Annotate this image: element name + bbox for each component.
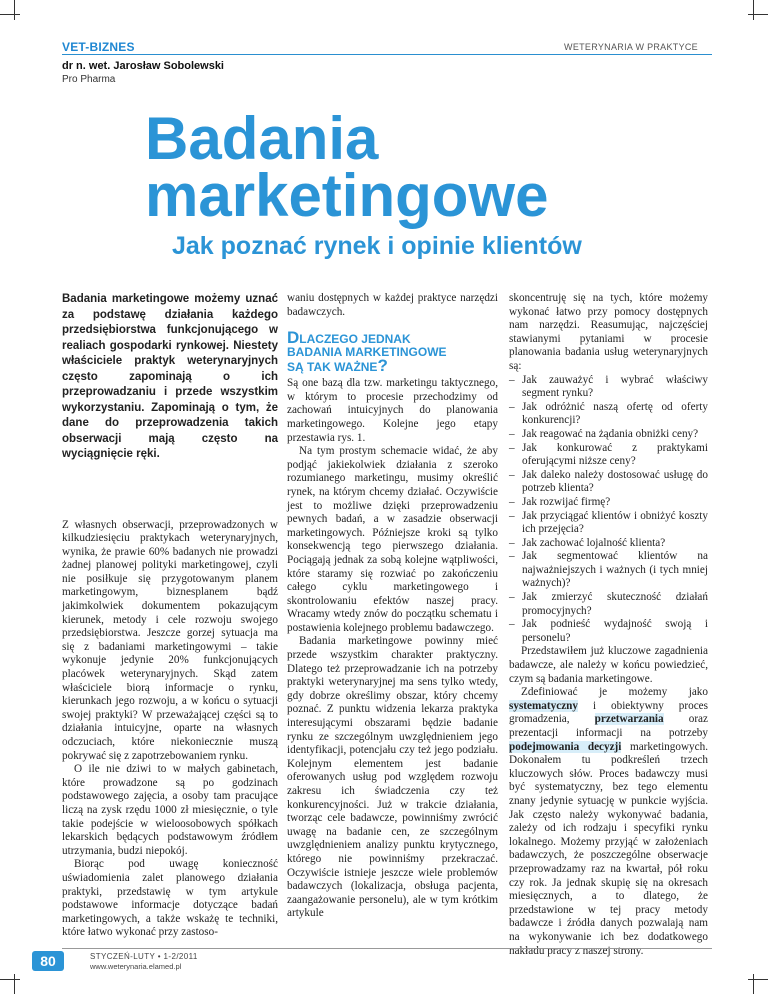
heading-text: LACZEGO JEDNAK	[299, 332, 411, 347]
crop-mark	[0, 979, 20, 980]
body-paragraph: O ile nie dziwi to w małych gabinetach, które prowadzone są po godzinach podstawowego zajęcia, a osoby tam pracujące liczą na zysk rzędu 1000 zł miesięcznie, o tyle takie podejście w wieloosobowych spółkach lekarskich będących podstawowym źródłem utrzymania, budzi niepokój.	[62, 763, 278, 857]
body-paragraph: Są one bazą dla tzw. marketingu taktycznego, w którym to procesie przechodzimy od zachowań intuicyjnych do planowania marketingowego. Kolejne jego etapy przestawia rys. 1.	[287, 377, 498, 444]
article-title	[145, 105, 549, 229]
body-paragraph: Badania marketingowe powinny mieć przede wszystkim charakter praktyczny. Dlatego też przeprowadzanie ich na potrzeby praktyki weterynaryjnej ma sens tylko wtedy, gdy dobrze określimy obszar, który chcemy poznać. Z punktu widzenia lekarza praktyka interesującymi obszarami będzie badanie rynku ze szczególnym uwzględnieniem jego identyfikacji, potencjału czy też jego podziału. Kolejnym elementem jest badanie oferowanych usług pod względem rozwoju zakresu ich świadczenia czy też konkurencyjności. Już w trakcie działania, tworząc cele badawcze, powinniśmy zwrócić uwagę na badanie cen, ze szczególnym uwzględnieniem analizy punktu krytycznego, którego nie powinniśmy przekraczać. Oczywiście istnieje jeszcze wiele problemów badawczych (lokalizacja, obsługa pacjenta, zaangażowanie personelu), ale w tym krótkim artykule	[287, 635, 498, 920]
list-item: – Jak podnieść wydajność swoją i personelu?	[509, 618, 708, 644]
body-paragraph: Przedstawiłem już kluczowe zagadnienia badawcze, ale należy w końcu powiedzieć, czym są badania marketingowe.	[509, 645, 708, 685]
crop-mark	[753, 0, 754, 20]
body-paragraph: Zdefiniować je możemy jako systematyczny i obiektywny proces gromadzenia, przetwarzania oraz prezentacji informacji na potrzeby podejmowania decyzji marketingowych. Dokonałem tu podkreśleń trzech kluczowych słów. Proces badawczy musi być systematyczny, bez tego elementu znany jedynie sytuację w punkcie wyjścia. Jak często należy wykonywać badania, zależy od ich rodzaju i specyfiki rynku lokalnego. Możemy przyjąć w założeniach badawczych, że poszczególne obserwacje przeprowadzamy raz na kwartał, pół roku czy rok. Ja jednak skupię się na okresach miesięcznych, a to dlatego, że przedstawione w tej pracy metody badawcze i źródła danych pozwalają nam na wykonywanie ich bez dodatkowego nakładu pracy z naszej strony.	[509, 686, 708, 957]
article-subtitle: Jak poznać rynek i opinie klientów	[172, 232, 582, 260]
list-item: – Jak zmierzyć skuteczność działań promocyjnych?	[509, 591, 708, 617]
column-2	[287, 292, 498, 921]
lead-paragraph: Badania marketingowe możemy uznać za podstawę działania każdego przedsiębiorstwa funkcjonującego w realiach gospodarki rynkowej. Niestety właściciele praktyk weterynaryjnych często zapominają o ich przeprowadzaniu i przede wszystkim wykorzystaniu. Zapominają o tym, że dane do przeprowadzenia takich obserwacji mają często na wyciągnięcie ręki.	[62, 293, 278, 460]
body-paragraph: Na tym prostym schemacie widać, że aby podjąć jakiekolwiek działania z szeroko rozumianego marketingu, musimy określić rynek, na którym chcemy działać. Oczywiście jest to możliwe dzięki przeprowadzeniu pewnych badań, a w zasadzie obserwacji marketingowych. Późniejsze kroki są tylko konsekwencją tego pierwszego działania. Pociągają jednak za sobą kolejne wątpliwości, które staramy się rozwiać po zakończeniu całego cyklu marketingowego i skontrolowaniu efektów naszej pracy. Wracamy wtedy znów do początku schematu i postawienia kolejnego problemu badawczego.	[287, 445, 498, 634]
title-line-1: Badania	[145, 105, 379, 172]
list-item: – Jak reagować na żądania obniżki ceny?	[509, 427, 699, 440]
body-paragraph: waniu dostępnych w każdej praktyce narzędzi badawczych.	[287, 292, 498, 318]
body-paragraph: skoncentruję się na tych, które możemy wykonać łatwo przy pomocy dostępnych nam narzędzi. Reasumując, najczęściej stawianymi pytaniami w procesie planowania badania usług weterynaryjnych są:	[509, 292, 708, 372]
list-item: – Jak segmentować klientów na najważniejszych i ważnych (i tych mniej ważnych)?	[509, 550, 708, 590]
issue-label: STYCZEŃ-LUTY • 1-2/2011	[90, 952, 198, 961]
crop-mark	[748, 14, 768, 15]
heading-text: BADANIA MARKETINGOWE	[287, 345, 447, 360]
heading-text: SĄ TAK WAŻNE	[287, 360, 378, 375]
title-line-2: marketingowe	[145, 162, 549, 229]
body-paragraph: Z własnych obserwacji, przeprowadzonych w kilkudziesięciu praktykach weterynaryjnych, wynika, że prawie 60% badanych nie prowadzi żadnej planowej polityki marketingowej, czyli nie posiłkuje się przygotowanym planem marketingowym, biznesplanem bądź jakimkolwiek dokumentem pokazującym kierunek, metody i cele rozwoju swojego przedsiębiorstwa. Jeszcze gorzej sytuacja ma się z badaniami marketingowymi – takie wykonuje jedynie 20% funkcjonujących placówek weterynaryjnych. Skąd zatem właściciele biorą informacje o rynku, kierunkach jego rozwoju, a w końcu o sytuacji swojej praktyki? W przeważającej części są to działania intuicyjne, oparte na własnych odczuciach, które niekoniecznie muszą pokrywać się z zapotrzebowaniem rynku.	[62, 518, 278, 762]
author-affiliation: Pro Pharma	[62, 74, 116, 85]
highlighted-term: przetwarzania	[594, 713, 664, 726]
section-heading	[287, 328, 498, 376]
body-paragraph: Biorąc pod uwagę konieczność uświadomienia zalet planowego działania praktyki, przedstawię w tym artykule podstawowe informacje dotyczące badań marketingowych, a także wskażę te techniki, które łatwo wykonać przy zastoso-	[62, 858, 278, 939]
question-list	[509, 374, 708, 646]
magazine-name: WETERYNARIA W PRAKTYCE	[564, 42, 698, 52]
list-item: – Jak przyciągać klientów i obniżyć koszty ich przejęcia?	[509, 509, 708, 536]
crop-mark	[14, 0, 15, 20]
footer-rule	[62, 948, 712, 949]
list-item: – Jak zauważyć i wybrać właściwy segment rynku?	[509, 373, 708, 400]
page-number: 80	[32, 951, 64, 971]
crop-mark	[748, 979, 768, 980]
column-1	[62, 292, 278, 940]
crop-mark	[14, 974, 15, 994]
list-item: – Jak zachować lojalność klienta?	[509, 536, 666, 549]
list-item: – Jak daleko należy dostosować usługę do potrzeb klienta?	[509, 468, 708, 495]
column-3	[509, 292, 708, 958]
highlighted-term: podejmowania decyzji	[509, 740, 622, 753]
crop-mark	[0, 14, 20, 15]
author-name: dr n. wet. Jarosław Sobolewski	[62, 60, 224, 72]
heading-initial: D	[287, 328, 300, 348]
crop-mark	[753, 974, 754, 994]
list-item: – Jak rozwijać firmę?	[509, 495, 611, 508]
highlighted-term: systematyczny	[509, 699, 578, 712]
list-item: – Jak odróżnić naszą ofertę od oferty konkurencji?	[509, 400, 708, 427]
list-item: – Jak konkurować z praktykami oferującymi niższe ceny?	[509, 441, 708, 468]
heading-question-mark: ?	[377, 356, 388, 376]
website-url: www.weterynaria.elamed.pl	[90, 962, 182, 971]
section-label: VET-BIZNES	[62, 40, 135, 54]
